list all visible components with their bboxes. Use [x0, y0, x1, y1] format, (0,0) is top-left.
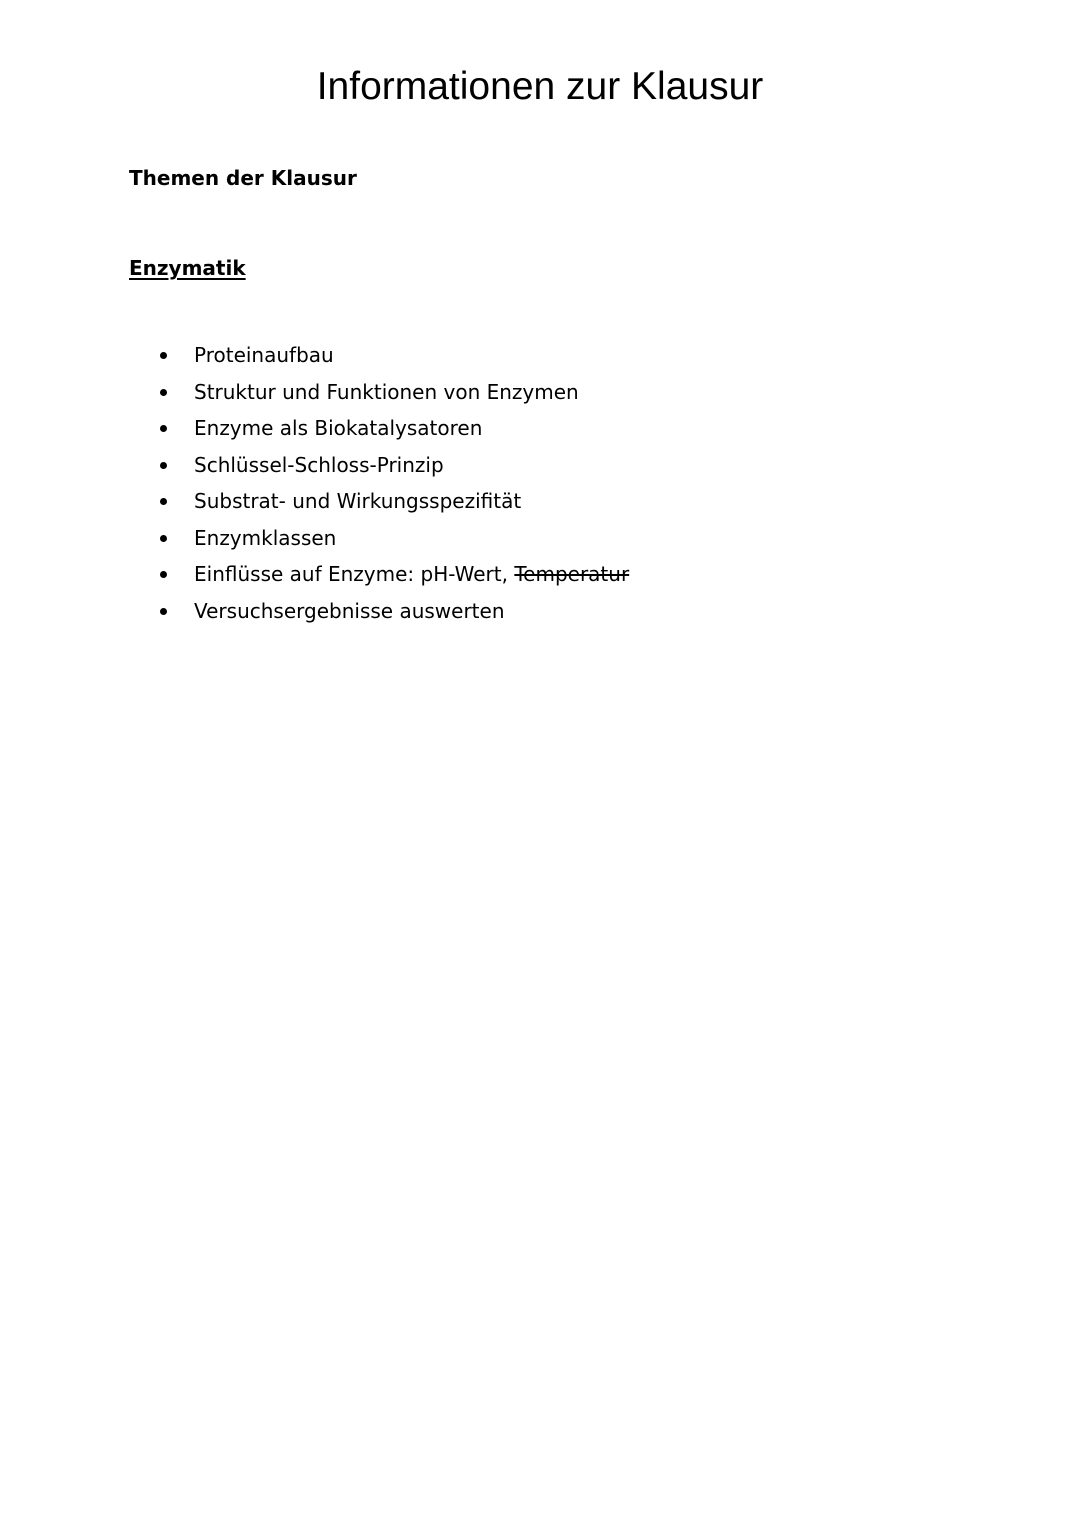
list-item-text: Struktur und Funktionen von Enzymen: [194, 379, 579, 404]
bullet-icon: [160, 498, 167, 505]
subsection-heading: Enzymatik: [129, 256, 246, 280]
influences-prefix: Einflüsse auf Enzyme: pH-Wert,: [194, 562, 515, 586]
section-heading: Themen der Klausur: [129, 166, 357, 190]
bullet-icon: [160, 535, 167, 542]
bullet-icon: [160, 462, 167, 469]
list-item-text: Enzyme als Biokatalysatoren: [194, 416, 483, 440]
bullet-icon: [160, 608, 167, 615]
list-item-text: Schlüssel-Schloss-Prinzip: [194, 452, 444, 477]
list-item-text: [194, 559, 629, 589]
bullet-icon: [160, 571, 167, 578]
list-item-text: Substrat- und Wirkungsspezifität: [194, 489, 522, 513]
list-item-text: Versuchsergebnisse auswerten: [194, 598, 505, 623]
bullet-icon: [160, 352, 167, 359]
bullet-icon: [160, 389, 167, 396]
list-item-text: Enzymklassen: [194, 525, 337, 550]
list-item-text: Proteinaufbau: [194, 343, 334, 367]
bullet-icon: [160, 425, 167, 432]
page-title: Informationen zur Klausur: [316, 65, 764, 108]
struck-temperature-text: Temperatur: [514, 562, 630, 586]
